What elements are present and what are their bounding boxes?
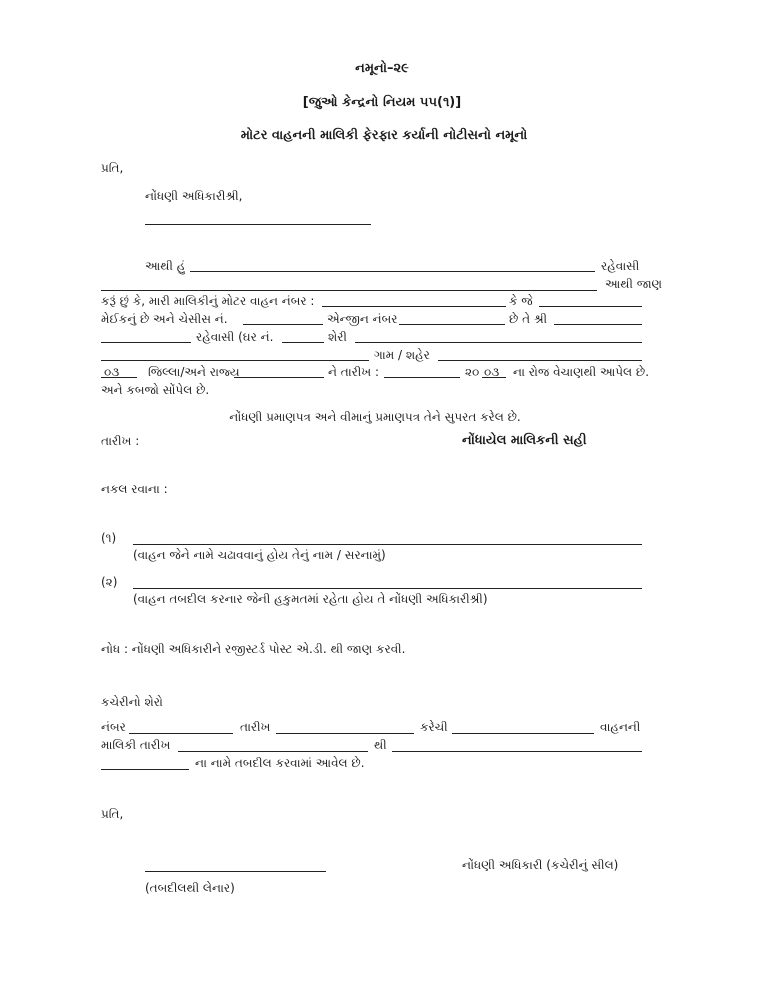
date-line[interactable]: [384, 377, 460, 378]
office-heading: કચેરીનો શેરો: [101, 695, 163, 709]
copy-item-2-number: (૨): [101, 575, 118, 589]
form-title: મોટર વાહનની માલિકી ફેરફાર કર્યાની નોટીસનો નમૂનો: [240, 128, 528, 143]
name-line[interactable]: [190, 271, 595, 272]
form-number: નમૂનો–૨૯: [355, 61, 409, 76]
residence-line[interactable]: [101, 290, 597, 291]
body-l5-end: શેરી: [328, 330, 347, 344]
filled-district-value: ૦૩: [104, 365, 120, 379]
body-l2-end: આથી જાણ: [605, 277, 663, 291]
office-l1-a: નંબર: [101, 720, 126, 734]
office-l2-b: થી: [374, 738, 387, 752]
rule-reference: [જુઓ કેન્દ્રનો નિયમ ૫૫(૧)]: [302, 95, 462, 110]
copy-item-1-line[interactable]: [133, 544, 642, 545]
year-prefix: ૨૦: [465, 365, 480, 379]
body-l7-c: ના રોજ વેચાણથી આપેલ છે.: [513, 365, 650, 379]
state-line[interactable]: [234, 377, 324, 378]
transferee-label: (તબદીલથી લેનાર): [145, 881, 235, 895]
note-text: નોધ : નોંધણી અધિકારીને રજીસ્ટર્ડ પોસ્ટ એ.ડી. થી જાણ કરવી.: [101, 642, 406, 656]
body-l8: અને કબજો સોંપેલ છે.: [101, 383, 210, 397]
district-line[interactable]: [101, 377, 137, 378]
office-l2-a: માલિકી તારીખ: [101, 738, 171, 752]
street-line[interactable]: [355, 342, 642, 343]
transferee-signature-line[interactable]: [145, 871, 326, 872]
vehicle-number-line[interactable]: [322, 306, 506, 307]
body-l4-end: છે તે શ્રી: [509, 312, 548, 326]
prati-label: પ્રતિ,: [101, 161, 124, 175]
officer-name-line[interactable]: [145, 224, 371, 225]
body-l1-start: આથી હું: [145, 259, 186, 273]
body-l7-a: જિલ્લા/અને રાજ્ય: [148, 365, 240, 379]
engine-number-line[interactable]: [399, 324, 505, 325]
footer-prati-label: પ્રતિ,: [101, 807, 124, 821]
village-city-line[interactable]: [438, 360, 642, 361]
officer-salutation: નોંધણી અધિકારીશ્રી,: [145, 189, 243, 203]
copy-item-1-caption: (વાહન જેને નામે ચઢાવવાનું હોય તેનું નામ / સરનામું): [133, 548, 386, 562]
officer-seal-label: નોંધણી અધિકારી (કચેરીનું સીલ): [462, 858, 619, 872]
office-l1-c: કરેચી: [420, 720, 448, 734]
filled-year-value: ૦૩: [484, 365, 500, 379]
body-l4-start: મેઈકનું છે અને ચેસીસ નં.: [101, 312, 228, 326]
office-karechi-line[interactable]: [452, 733, 594, 734]
transfer-to-line[interactable]: [101, 769, 189, 770]
body-l5-mid: રહેવાસી (ઘર નં.: [196, 330, 274, 344]
enclosure-note: નોંધણી પ્રમાણપત્ર અને વીમાનું પ્રમાણપત્ર તેને સુપરત કરેલ છે.: [229, 410, 521, 424]
copy-to-label: નકલ રવાના :: [101, 482, 168, 496]
office-l1-d: વાહનની: [600, 720, 641, 734]
copy-item-2-caption: (વાહન તબદીલ કરનાર જેની હકુમતમાં રહેતા હોય તે નોંધણી અધિકારીશ્રી): [133, 592, 488, 606]
office-date-line[interactable]: [276, 733, 414, 734]
year-line[interactable]: [482, 377, 506, 378]
make-line[interactable]: [539, 306, 642, 307]
office-l3: ના નામે તબદીલ કરવામાં આવેલ છે.: [195, 756, 365, 770]
copy-item-1-number: (૧): [101, 531, 117, 545]
body-l7-b: ને તારીખ :: [328, 365, 380, 379]
owner-signature-label: નોંધાયેલ માલિકની સહી: [462, 433, 587, 448]
body-l4-mid: એન્જીન નંબર: [327, 312, 398, 326]
body-l3-end: કે જે: [509, 294, 533, 308]
body-l3-start: કરૂં છું કે, મારી માલિકીનું મોટર વાહન નંબર :: [101, 294, 315, 308]
ownership-date-line[interactable]: [178, 751, 368, 752]
address-cont-line[interactable]: [101, 360, 369, 361]
buyer-name-line[interactable]: [554, 324, 642, 325]
body-l6-mid: ગામ / શહેર: [374, 348, 430, 362]
house-number-line[interactable]: [282, 342, 324, 343]
office-number-line[interactable]: [129, 733, 233, 734]
office-l1-b: તારીખ: [240, 720, 271, 734]
copy-item-2-line[interactable]: [133, 588, 642, 589]
date-label: તારીખ :: [101, 434, 140, 448]
transfer-from-line[interactable]: [392, 751, 642, 752]
buyer-name-cont-line[interactable]: [101, 342, 191, 343]
body-l1-end: રહેવાસી: [601, 259, 640, 273]
chassis-number-line[interactable]: [243, 324, 323, 325]
